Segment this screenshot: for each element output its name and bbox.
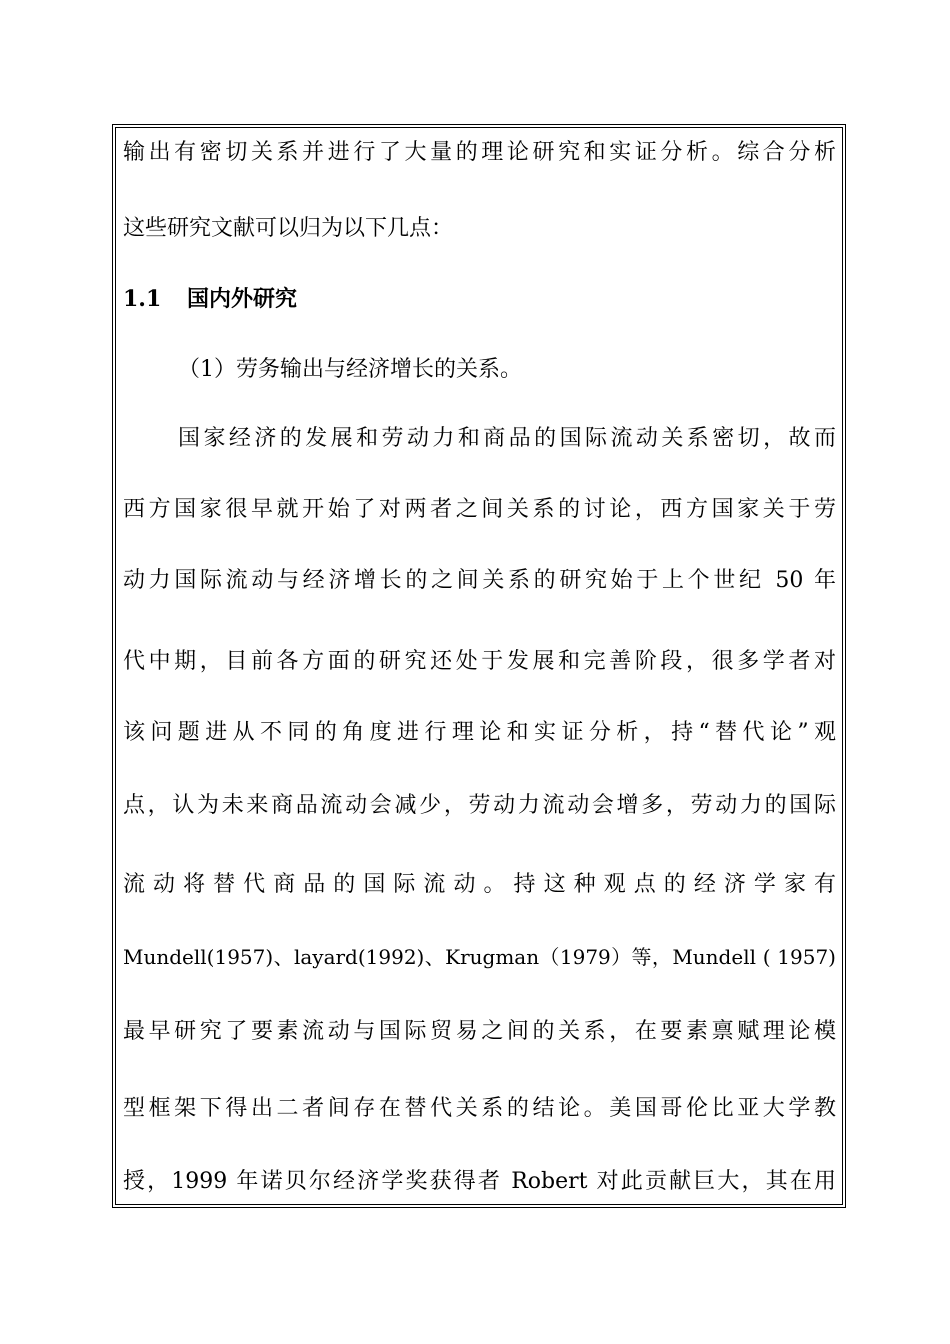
text-line: 国家经济的发展和劳动力和商品的国际流动关系密切，故而 — [178, 426, 836, 451]
section-number: 1.1 — [123, 286, 162, 312]
text-line: 流动将替代商品的国际流动。持这种观点的经济学家有 — [123, 872, 836, 897]
text-line: 西方国家很早就开始了对两者之间关系的讨论，西方国家关于劳 — [123, 497, 836, 522]
text-line: 型框架下得出二者间存在替代关系的结论。美国哥伦比亚大学教 — [123, 1096, 836, 1121]
text-line: 最早研究了要素流动与国际贸易之间的关系，在要素禀赋理论模 — [123, 1019, 836, 1044]
text-line: 点，认为未来商品流动会减少，劳动力流动会增多，劳动力的国际 — [123, 793, 836, 818]
section-heading — [123, 284, 836, 314]
text-line: 授，1999 年诺贝尔经济学奖获得者 Robert 对此贡献巨大，其在用 — [123, 1169, 836, 1194]
text-line: 代中期，目前各方面的研究还处于发展和完善阶段，很多学者对 — [123, 649, 836, 674]
text-line: （1）劳务输出与经济增长的关系。 — [178, 357, 522, 382]
text-line: Mundell(1957)、layard(1992)、Krugman（1979）等，Mundell ( 1957) — [123, 945, 836, 969]
section-title: 国内外研究 — [187, 286, 298, 312]
text-line: 动力国际流动与经济增长的之间关系的研究始于上个世纪 50 年 — [123, 568, 836, 593]
text-line: 输出有密切关系并进行了大量的理论研究和实证分析。综合分析 — [123, 140, 836, 165]
text-line: 这些研究文献可以归为以下几点： — [123, 216, 454, 241]
text-line: 该问题进从不同的角度进行理论和实证分析，持“替代论”观 — [123, 720, 836, 745]
